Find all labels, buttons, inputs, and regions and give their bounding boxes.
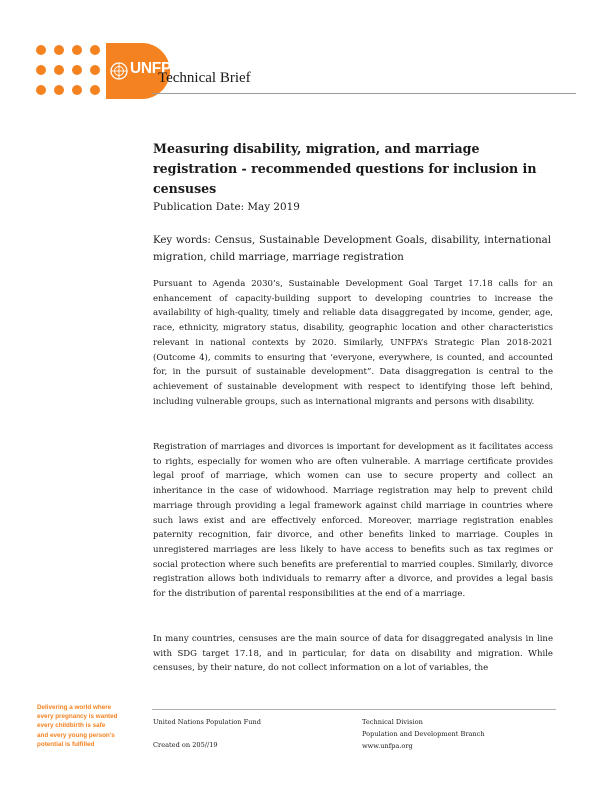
brief-type-title: Technical Brief bbox=[158, 70, 251, 86]
logo-dot bbox=[36, 45, 46, 55]
logo-dot bbox=[36, 85, 46, 95]
tagline-line: every childbirth is safe bbox=[37, 722, 106, 730]
document-title: Measuring disability, migration, and marriage registration - recommended questions for inclusion in censuses bbox=[153, 141, 537, 196]
footer-created-date: Created on 205//19 bbox=[153, 741, 218, 749]
logo-dot bbox=[72, 45, 82, 55]
logo-dot bbox=[54, 45, 64, 55]
footer-organization: United Nations Population Fund bbox=[153, 718, 261, 726]
logo-wordmark: UNFPA bbox=[130, 60, 181, 77]
unfpa-tagline bbox=[37, 703, 147, 749]
logo-dot bbox=[72, 85, 82, 95]
footer-divider bbox=[152, 709, 556, 710]
tagline-line: every pregnancy is wanted bbox=[37, 713, 118, 721]
footer-website: www.unfpa.org bbox=[362, 742, 413, 750]
tagline-line: Delivering a world where bbox=[37, 704, 112, 711]
publication-date: Publication Date: May 2019 bbox=[153, 201, 300, 213]
logo-dot bbox=[90, 45, 100, 55]
tagline-line: and every young person’s bbox=[37, 731, 115, 739]
logo-dot bbox=[72, 65, 82, 75]
keywords: Key words: Census, Sustainable Development Goals, disability, international migration, child marriage, marriage registration bbox=[153, 235, 551, 263]
logo-dot bbox=[54, 85, 64, 95]
header-divider bbox=[152, 93, 576, 94]
logo-dot bbox=[36, 65, 46, 75]
unfpa-logo bbox=[36, 43, 181, 99]
body-paragraph: Pursuant to Agenda 2030’s, Sustainable Development Goal Target 17.18 calls for an enhancement of capacity-building support to developing countries to increase the availability of high-quality, timely and reliable data disaggregated by income, gender, age, race, ethnicity, migratory status, disability, geographic location and other characteristics relevant in national contexts by 2020. Similarly, UNFPA’s Strategic Plan 2018-2021 (Outcome 4), commits to ensuring that ‘everyone, everywhere, is counted, and accounted for, in the pursuit of sustainable development”. Data disaggregation is central to the achievement of sustainable development with respect to identifying those left behind, including vulnerable groups, such as international migrants and persons with disability. bbox=[153, 279, 553, 407]
un-globe-icon bbox=[109, 61, 129, 81]
logo-dot bbox=[90, 85, 100, 95]
footer-branch: Population and Development Branch bbox=[362, 730, 485, 738]
body-paragraph: Registration of marriages and divorces is important for development as it facilitates access to rights, especially for women who are often vulnerable. A marriage certificate provides legal proof of marriage, which women can use to secure property and collect an inheritance in the case of widowhood. Marriage registration may help to prevent child marriage through providing a legal framework against child marriage in countries where such laws exist and are effectively enforced. Moreover, marriage registration enables paternity recognition, fair divorce, and other benefits linked to marriage. Couples in unregistered marriages are less likely to have access to benefits such as tax regimes or social protection where such benefits are preferential to married couples. Similarly, divorce registration allows both individuals to remarry after a divorce, and provides a legal basis for the distribution of parental responsibilities at the end of a marriage. bbox=[153, 442, 553, 600]
logo-dot bbox=[54, 65, 64, 75]
tagline-line: potential is fulfilled bbox=[37, 740, 95, 748]
body-paragraph: In many countries, censuses are the main source of data for disaggregated analysis in line with SDG target 17.18, and in particular, for data on disability and migration. While censuses, by their nature, do not collect information on a lot of variables, the bbox=[153, 634, 553, 674]
footer-division: Technical Division bbox=[362, 718, 423, 726]
logo-dot bbox=[90, 65, 100, 75]
